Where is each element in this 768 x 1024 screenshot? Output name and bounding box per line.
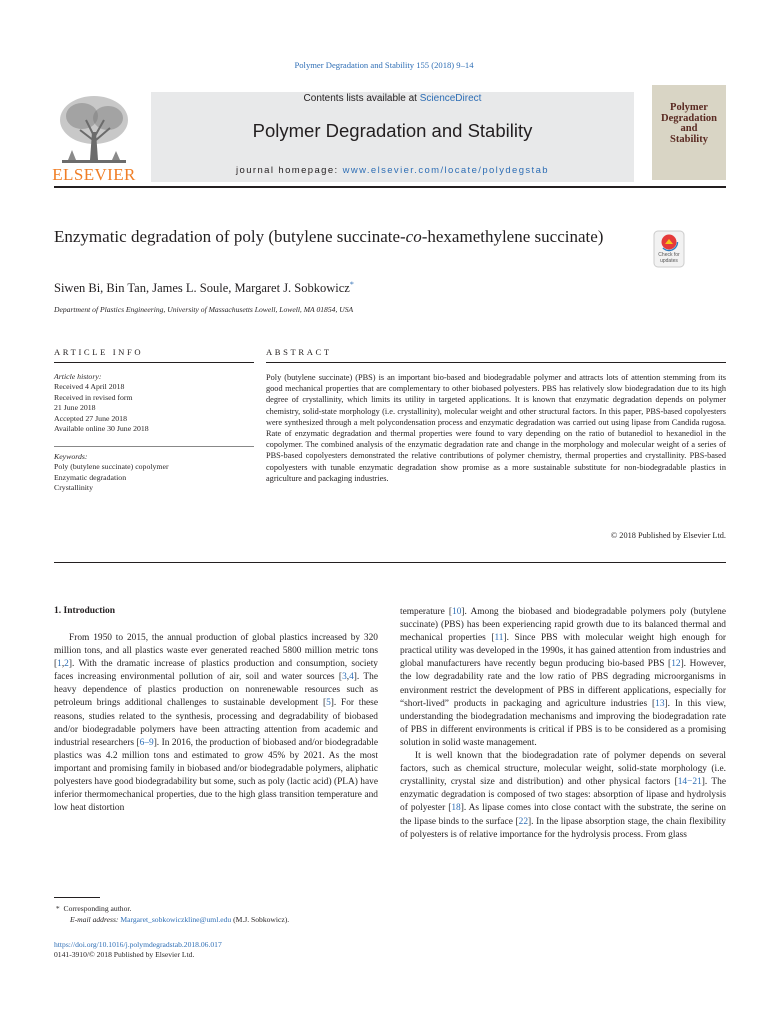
abstract-copyright: © 2018 Published by Elsevier Ltd. [610, 531, 726, 540]
homepage-prefix: journal homepage: [236, 165, 339, 176]
title-text: -hexamethylene succinate) [421, 227, 604, 246]
footnote-email-line [54, 914, 289, 925]
journal-citation[interactable]: Polymer Degradation and Stability 155 (2018) 9–14 [294, 60, 474, 70]
keyword: Enzymatic degradation [54, 472, 127, 482]
history-entry: Received 4 April 2018 [54, 382, 125, 392]
cover-title [652, 103, 726, 145]
contents-prefix: Contents lists available at [303, 93, 417, 104]
reference-link[interactable]: 10 [452, 607, 462, 617]
affiliation: Department of Plastics Engineering, University of Massachusetts Lowell, Lowell, MA 01854, USA [54, 305, 354, 314]
keywords-rule [54, 446, 254, 447]
history-label: Article history: [54, 372, 102, 381]
reference-link[interactable]: 11 [494, 633, 504, 644]
keyword: Crystallinity [54, 483, 93, 493]
history-entry: Available online 30 June 2018 [54, 424, 149, 434]
issn-line: 0141-3910/© 2018 Published by Elsevier Ltd. [54, 950, 195, 959]
title-italic: co [405, 227, 422, 246]
history-entry: Received in revised form [54, 392, 133, 402]
author-list [54, 280, 354, 296]
abstract-heading: ABSTRACT [266, 347, 332, 357]
email-suffix: (M.J. Sobkowicz). [233, 915, 290, 924]
reference-link[interactable]: 5 [326, 698, 331, 709]
reference-link[interactable]: 4 [349, 672, 354, 683]
journal-homepage [151, 165, 634, 176]
intro-right-column [400, 606, 726, 842]
journal-name: Polymer Degradation and Stability [252, 120, 533, 141]
abstract-rule [266, 362, 726, 363]
history-entry: Accepted 27 June 2018 [54, 413, 127, 423]
cover-title-line: Stability [670, 133, 708, 145]
cover-title-line: Polymer [670, 102, 708, 113]
contents-line [151, 93, 634, 104]
sciencedirect-link[interactable]: ScienceDirect [419, 93, 482, 104]
article-info-rule [54, 362, 254, 363]
abstract-text: Poly (butylene succinate) (PBS) is an important bio-based and biodegradable polymer and attracts lots of attention stemming from its good mechanical properties that are complementary to other biobased polyesters. PBS has relatively slow biodegradation due to its high degree of crystallinity, which limits its utility in targeted applications. It is known that enzymatic degradation depends on polymer chemistry, solid-state morphology (i.e. crystallinity), molecular weight and other structural factors. In this paper, PBS-based copolyesters were synthesized through a melt polycondensation process and enzymatic degradation was carried out using lipase from Candida rugosa. Rate of enzymatic degradation and thermal properties were found to vary depending on the ratio of butanediol to hexanediol in the copolymer. The combined analysis of the enzymatic degradation rate and change in the morphology and molecular weight of a series of PBS-based copolyesters demonstrated the relative contributions of polymer chemistry, thermal properties and crystallinity. PBS-based copolyesters with tunable enzymatic degradation show promise as a more sustainable substitute for non-biodegradable plastics in agriculture and packaging industries. [266, 373, 726, 483]
article-title [54, 226, 644, 248]
title-text: Enzymatic degradation of poly (butylene succinate- [54, 227, 406, 246]
intro-paragraph: temperature [10]. Among the biobased and biodegradable polymers poly (butylene succinate) (PBS) has been experiencing rapid growth due to its balanced thermal and mechanical properties [11]. Since PBS with molecular weight high enough for practical utility was developed in the 1990s, it has gained attention from industries and global manufacturers have recently begun producing bio-based PBS [12]. However, the low degradability rate and the low ratio of PBS degrading microorganisms in environment restrict the development of PBS in different applications, especially for “short-lived” products in packaging and agriculture industries [13]. In this view, understanding the biodegradation mechanisms and improving the biodegradation rate of PBS in different environments is critical if PBS is to be considered as a promising solution in solid waste management. [400, 607, 727, 748]
section-heading-introduction: 1. Introduction [54, 606, 116, 616]
reference-link[interactable]: 2 [64, 659, 69, 670]
check-for-updates-label [648, 253, 690, 264]
footnote-mark: * [55, 904, 60, 913]
reference-link[interactable]: 14−21 [677, 777, 702, 788]
keywords-label: Keywords: [54, 452, 88, 461]
authors-text: Siwen Bi, Bin Tan, James L. Soule, Margaret J. Sobkowicz [54, 281, 350, 296]
email-label: E-mail address: [70, 915, 119, 924]
cover-title-line: and [680, 123, 698, 134]
footnote-rule [54, 897, 100, 898]
footnote-line [54, 903, 289, 914]
reference-link[interactable]: 1 [57, 659, 62, 670]
check-label-line: Check for [658, 252, 680, 258]
reference-link[interactable]: 13 [655, 698, 665, 709]
reference-link[interactable]: 3 [342, 672, 347, 683]
intro-paragraph: From 1950 to 2015, the annual production of global plastics increased by 320 million tons, and all plastics waste ever generated reached 5800 million metric tons [1,2]. With the dramatic increase of plastics production and consumption, society faces increasing environmental pollution of air, soil and water sources [3,4]. The heavy dependence of plastics production on nonrenewable resources such as petroleum brings additional challenges to sustainable development [5]. For these reasons, studies related to the synthesis, processing and degradability of biobased and/or biodegradable polymers have been attracting attention from academic and industrial researchers [6–9]. In 2016, the production of biobased and/or biodegradable plastics was 4.2 million tons and estimated to grow 45% by 2021. As the most important and promising family in biobased and/or biodegradable polymers, aliphatic polyesters have good biodegradability but some, such as poly (lactic acid) (PLA) have inferior thermomechanical properties, due to the high glass transition temperature and low heat distortion [54, 633, 378, 814]
check-label-line: updates [660, 257, 678, 264]
intro-left-column [54, 632, 378, 815]
homepage-link[interactable]: www.elsevier.com/locate/polydegstab [342, 165, 549, 176]
corresponding-author-footnote [54, 903, 289, 925]
cover-title-line: Degradation [661, 112, 717, 124]
reference-link[interactable]: 18 [451, 803, 461, 814]
doi-link[interactable]: https://doi.org/10.1016/j.polymdegradstab.2018.06.017 [54, 940, 222, 949]
history-entry: 21 June 2018 [54, 403, 96, 413]
header-divider [54, 186, 726, 188]
abstract-bottom-rule [54, 562, 726, 563]
reference-link[interactable]: 6–9 [139, 737, 154, 748]
keywords [54, 452, 254, 494]
intro-paragraph: It is well known that the biodegradation rate of polymer depends on several factors, such as chemical structure, molecular weight, solid-state morphology (i.e. crystallinity, crystal size and distribution) and other physical factors [14−21]. The enzymatic degradation is composed of two stages: absorption of lipase and hydrolysis of polyester [18]. As lipase comes into close contact with the substrate, the serine on the lipase binds to the surface [22]. In the lipase absorption stage, the chain flexibility of polyesters is of relative importance for the hydrolysis process. From glass [400, 751, 726, 840]
corresponding-author-mark[interactable]: * [349, 280, 354, 289]
elsevier-wordmark: ELSEVIER [52, 165, 136, 184]
keyword: Poly (butylene succinate) copolymer [54, 462, 169, 472]
article-history [54, 372, 254, 434]
email-link[interactable]: Margaret_sobkowiczkline@uml.edu [120, 915, 232, 924]
article-info-heading: ARTICLE INFO [54, 347, 144, 357]
reference-link[interactable]: 22 [518, 816, 529, 827]
footnote-label: Corresponding author. [63, 904, 132, 913]
reference-link[interactable]: 12 [671, 659, 681, 670]
